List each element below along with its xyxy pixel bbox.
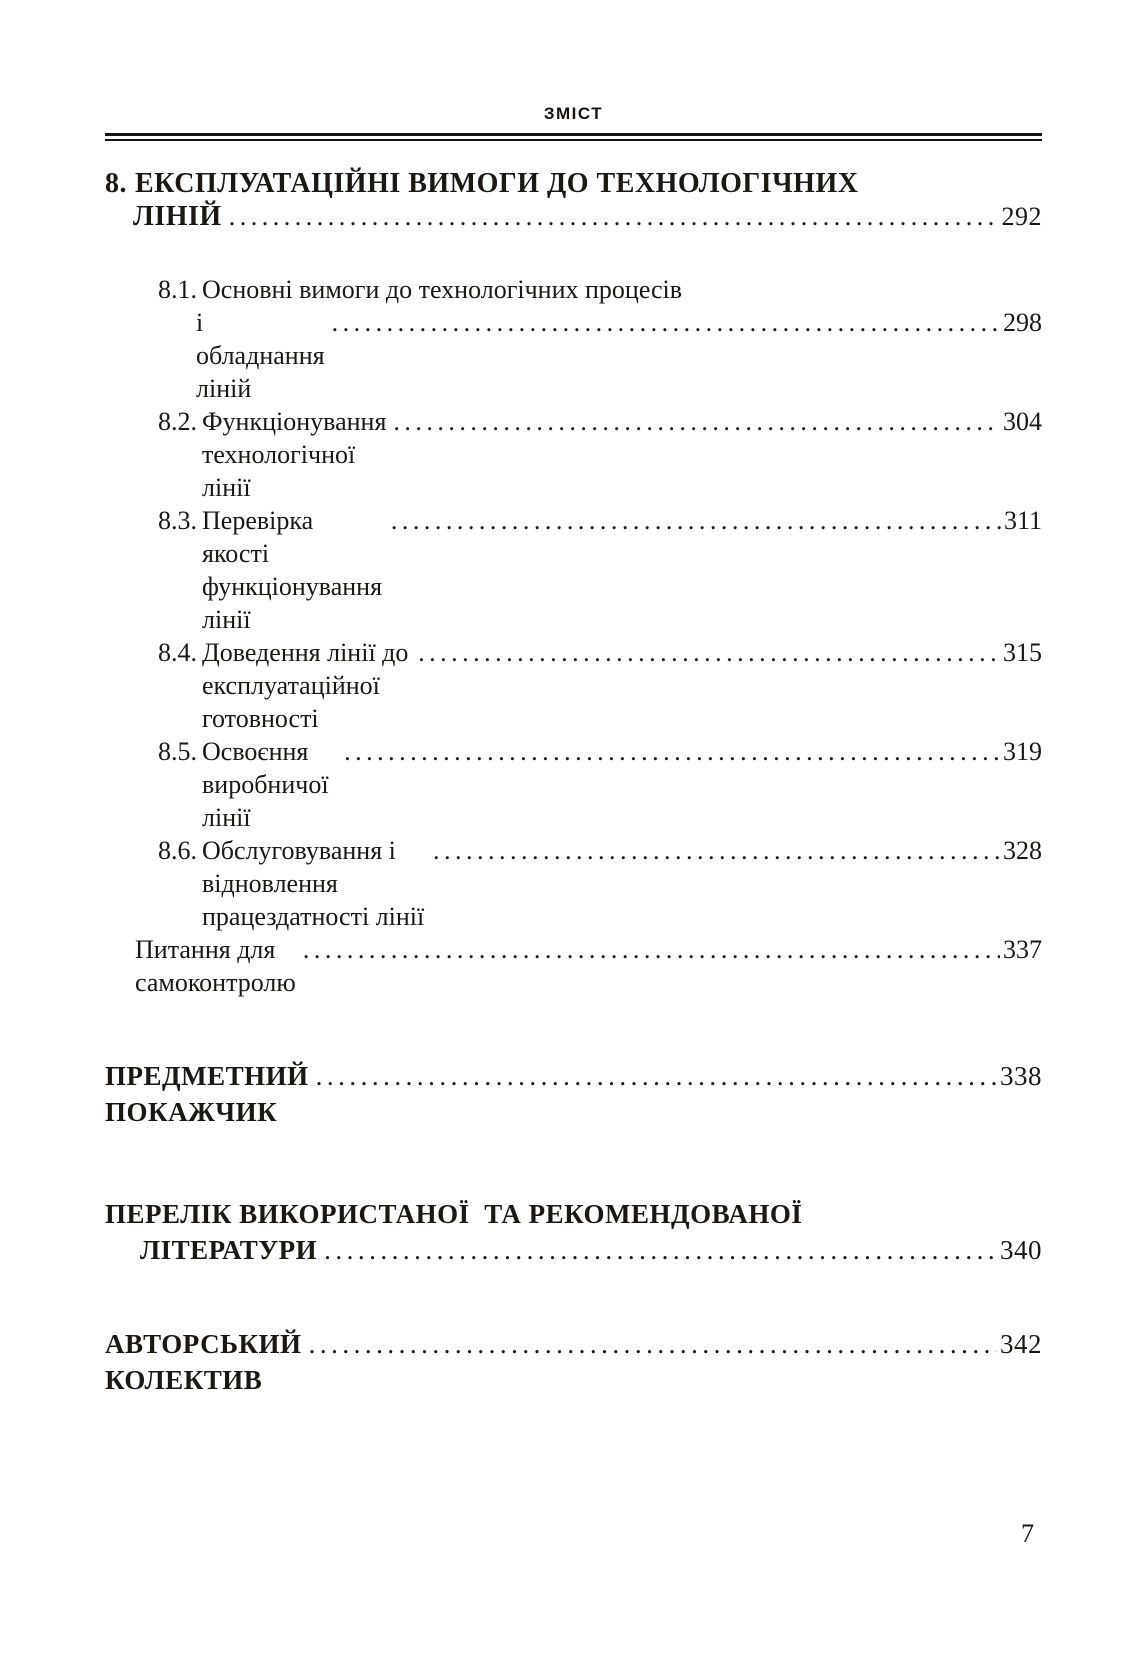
toc-entry-8-3 <box>158 504 1042 636</box>
section-number: 8.2. <box>158 407 197 436</box>
page-number: 7 <box>1021 1519 1034 1548</box>
section-number: 8.5. <box>158 737 197 766</box>
dot-leader <box>391 504 1001 537</box>
dot-leader <box>303 933 1000 966</box>
running-head <box>105 0 1042 141</box>
toc-chapter-8 <box>105 167 1042 233</box>
section-page-number: 298 <box>1003 308 1042 337</box>
dot-leader <box>332 306 1000 339</box>
dot-leader <box>418 636 1000 669</box>
section-title: Доведення лінії до експлуатаційної готовності <box>202 638 415 733</box>
dot-leader <box>324 1232 997 1268</box>
dot-leader <box>309 1326 997 1362</box>
section-title: Основні вимоги до технологічних процесів <box>202 275 683 304</box>
dot-leader <box>316 1058 997 1094</box>
section-page-number: 311 <box>1003 506 1042 535</box>
toc-chapter-line1 <box>105 167 1042 200</box>
header-rule <box>105 133 1042 141</box>
section-page-number: 328 <box>1003 836 1042 865</box>
chapter-title: ЕКСПЛУАТАЦІЙНІ ВИМОГИ ДО ТЕХНОЛОГІЧНИХ <box>135 168 859 199</box>
toc-entry-self-check <box>135 933 1042 999</box>
header-title: ЗМІСТ <box>543 104 604 123</box>
chapter-title-continued: ЛІНІЙ <box>133 201 222 232</box>
subject-index-label: ПРЕДМЕТНИЙ ПОКАЖЧИК <box>105 1061 316 1127</box>
section-number: 8.1. <box>158 275 197 304</box>
section-title: Обслуговування і відновлення працездатності лінії <box>202 836 425 931</box>
section-number: 8.3. <box>158 506 197 535</box>
section-page-number: 338 <box>1000 1061 1042 1091</box>
section-title-continued: і обладнання ліній <box>196 308 332 403</box>
toc-entry-line1 <box>158 273 1042 306</box>
section-page-number: 340 <box>1000 1235 1042 1265</box>
toc-entry-authors <box>105 1326 1042 1398</box>
toc-chapter-line2 <box>133 200 1042 233</box>
dot-leader <box>433 834 1000 867</box>
toc-entry-line2 <box>196 306 1042 405</box>
table-of-contents <box>105 167 1042 1398</box>
dot-leader <box>229 200 999 233</box>
toc-entry-subject-index <box>105 1058 1042 1130</box>
section-title: Перевірка якості функціонування лінії <box>202 506 389 634</box>
toc-entry-8-5 <box>158 735 1042 834</box>
section-number: 8.6. <box>158 836 197 865</box>
toc-entry-8-2 <box>158 405 1042 504</box>
section-page-number: 337 <box>1003 935 1042 964</box>
toc-entry-references <box>105 1196 1042 1268</box>
toc-entry-8-6 <box>158 834 1042 933</box>
section-page-number: 304 <box>1003 407 1042 436</box>
references-label-line1: ПЕРЕЛІК ВИКОРИСТАНОЇ ТА РЕКОМЕНДОВАНОЇ <box>105 1199 803 1229</box>
section-number: 8.4. <box>158 638 197 667</box>
dot-leader <box>344 735 1000 768</box>
section-title: Функціонування технологічної лінії <box>202 407 393 502</box>
toc-entry-8-1 <box>158 273 1042 405</box>
section-page-number: 315 <box>1003 638 1042 667</box>
toc-subsections <box>135 273 1042 999</box>
chapter-number: 8. <box>105 168 127 199</box>
chapter-page-number: 292 <box>1001 202 1042 231</box>
self-check-label: Питання для самоконтролю <box>135 935 296 997</box>
authors-label: АВТОРСЬКИЙ КОЛЕКТИВ <box>105 1329 309 1395</box>
section-page-number: 342 <box>1000 1329 1042 1359</box>
toc-entry-8-4 <box>158 636 1042 735</box>
dot-leader <box>393 405 1000 438</box>
section-page-number: 319 <box>1003 737 1042 766</box>
references-label-line2: ЛІТЕРАТУРИ ..... 340 <box>140 1232 1042 1268</box>
section-title: Освоєння виробничої лінії <box>202 737 336 832</box>
